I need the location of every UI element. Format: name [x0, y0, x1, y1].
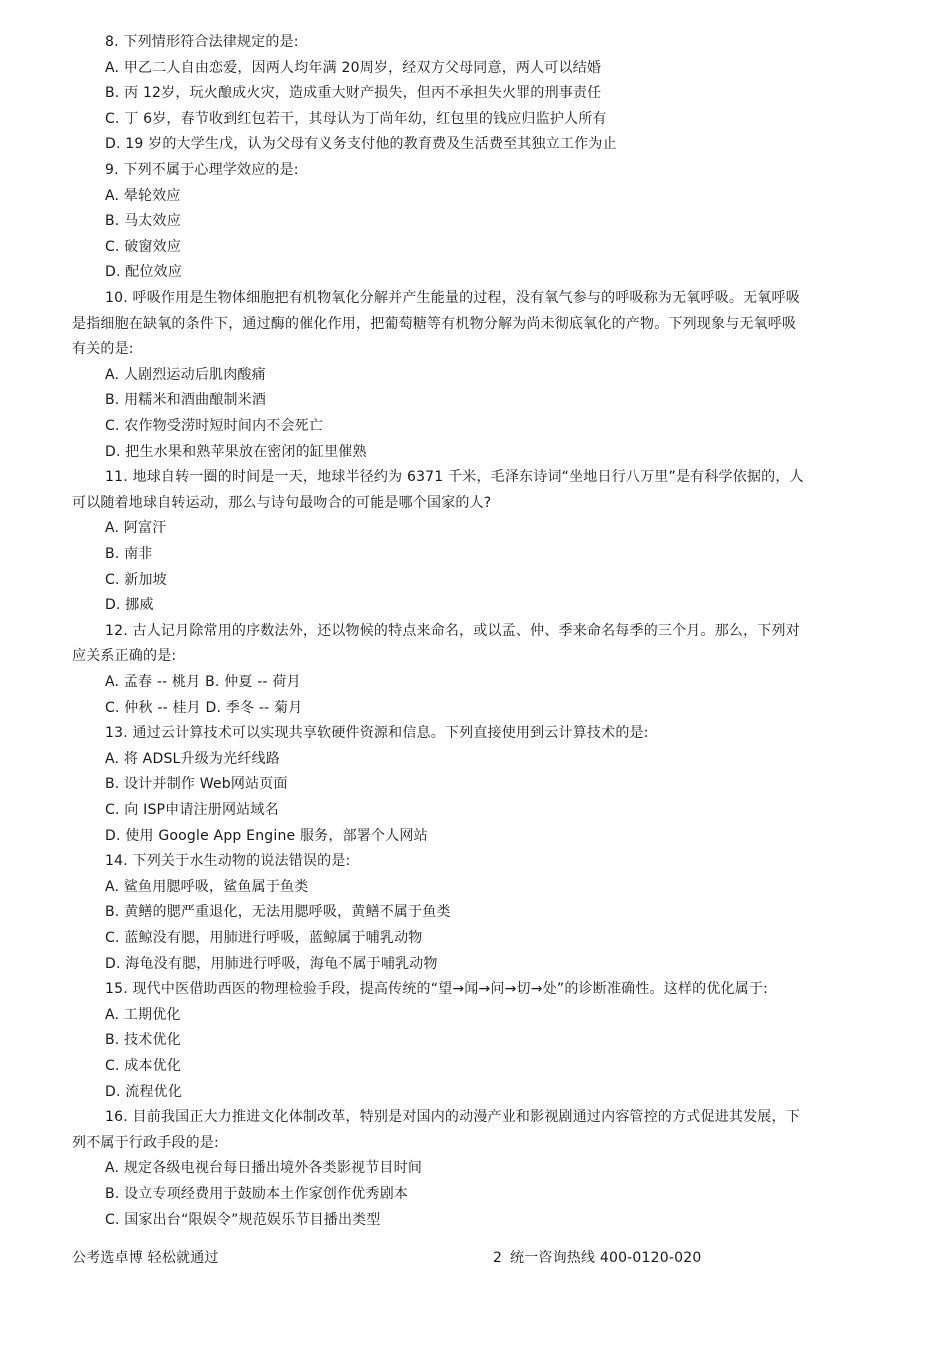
- answer-option: A. 人剧烈运动后肌肉酸痛: [105, 367, 266, 383]
- answer-option: B. 技术优化: [105, 1032, 181, 1048]
- question-stem-line: 15. 现代中医借助西医的物理检验手段，提高传统的“望→闻→问→切→处”的诊断准确性。这样的优化属于:: [105, 981, 769, 997]
- answer-option: A. 将 ADSL升级为光纤线路: [105, 751, 280, 767]
- answer-option: A. 鲨鱼用腮呼吸，鲨鱼属于鱼类: [105, 879, 309, 895]
- answer-option: B. 丙 12岁，玩火酿成火灾，造成重大财产损失，但丙不承担失火罪的刑事责任: [105, 85, 602, 101]
- answer-option: C. 成本优化: [105, 1058, 182, 1074]
- question-stem-line: 列不属于行政手段的是:: [72, 1135, 219, 1151]
- answer-option: C. 向 ISP申请注册网站域名: [105, 802, 279, 818]
- answer-option: D. 把生水果和熟苹果放在密闭的缸里催熟: [105, 444, 367, 460]
- answer-option: C. 蓝鲸没有腮，用肺进行呼吸，蓝鲸属于哺乳动物: [105, 930, 423, 946]
- question-stem-line: 8. 下列情形符合法律规定的是:: [105, 34, 299, 50]
- answer-option: C. 新加坡: [105, 572, 167, 588]
- answer-option: C. 丁 6岁，春节收到红包若干，其母认为丁尚年幼，红包里的钱应归监护人所有: [105, 111, 607, 127]
- question-stem-line: 10. 呼吸作用是生物体细胞把有机物氧化分解并产生能量的过程，没有氧气参与的呼吸称为无氧呼吸。无氧呼吸: [105, 290, 800, 306]
- footer-hotline: 统一咨询热线 400-0120-020: [510, 1250, 702, 1266]
- footer-slogan: 公考选卓博 轻松就通过: [72, 1250, 219, 1266]
- answer-option: D. 挪威: [105, 597, 154, 613]
- page-number: 2: [493, 1250, 503, 1266]
- question-stem-line: 13. 通过云计算技术可以实现共享软硬件资源和信息。下列直接使用到云计算技术的是:: [105, 725, 649, 741]
- answer-option: D. 使用 Google App Engine 服务，部署个人网站: [105, 828, 428, 844]
- answer-option: A. 晕轮效应: [105, 188, 181, 204]
- answer-option: A. 阿富汗: [105, 520, 167, 536]
- question-stem-line: 可以随着地球自转运动，那么与诗句最吻合的可能是哪个国家的人?: [72, 495, 492, 511]
- answer-option: A. 工期优化: [105, 1007, 181, 1023]
- answer-option: C. 仲秋 -- 桂月 D. 季冬 -- 菊月: [105, 700, 303, 716]
- answer-option: A. 孟春 -- 桃月 B. 仲夏 -- 荷月: [105, 674, 301, 690]
- answer-option: B. 设计并制作 Web网站页面: [105, 776, 288, 792]
- question-stem-line: 是指细胞在缺氧的条件下，通过酶的催化作用，把葡萄糖等有机物分解为尚未彻底氧化的产物。下列现象与无氧呼吸: [72, 316, 797, 332]
- question-stem-line: 12. 古人记月除常用的序数法外，还以物候的特点来命名，或以孟、仲、季来命名每季的三个月。那么，下列对: [105, 623, 800, 639]
- answer-option: D. 配位效应: [105, 264, 183, 280]
- answer-option: B. 设立专项经费用于鼓励本土作家创作优秀剧本: [105, 1186, 409, 1202]
- question-stem-line: 应关系正确的是:: [72, 648, 177, 664]
- question-stem-line: 9. 下列不属于心理学效应的是:: [105, 162, 299, 178]
- question-stem-line: 11. 地球自转一圈的时间是一天，地球半径约为 6371 千米，毛泽东诗词“坐地日行八万里”是有科学依据的，人: [105, 469, 804, 485]
- answer-option: B. 用糯米和酒曲酿制米酒: [105, 392, 267, 408]
- answer-option: B. 黄鳝的腮严重退化，无法用腮呼吸，黄鳝不属于鱼类: [105, 904, 451, 920]
- answer-option: C. 农作物受涝时短时间内不会死亡: [105, 418, 324, 434]
- question-stem-line: 16. 目前我国正大力推进文化体制改革，特别是对国内的动漫产业和影视剧通过内容管控的方式促进其发展，下: [105, 1109, 800, 1125]
- answer-option: A. 甲乙二人自由恋爱，因两人均年满 20周岁，经双方父母同意，两人可以结婚: [105, 60, 602, 76]
- answer-option: D. 流程优化: [105, 1084, 183, 1100]
- question-stem-line: 有关的是:: [72, 341, 134, 357]
- question-stem-line: 14. 下列关于水生动物的说法错误的是:: [105, 853, 351, 869]
- answer-option: D. 海龟没有腮，用肺进行呼吸，海龟不属于哺乳动物: [105, 956, 438, 972]
- answer-option: B. 南非: [105, 546, 153, 562]
- answer-option: C. 国家出台“限娱令”规范娱乐节目播出类型: [105, 1212, 381, 1228]
- answer-option: B. 马太效应: [105, 213, 181, 229]
- answer-option: C. 破窗效应: [105, 239, 182, 255]
- answer-option: A. 规定各级电视台每日播出境外各类影视节目时间: [105, 1160, 423, 1176]
- answer-option: D. 19 岁的大学生戊，认为父母有义务支付他的教育费及生活费至其独立工作为止: [105, 136, 617, 152]
